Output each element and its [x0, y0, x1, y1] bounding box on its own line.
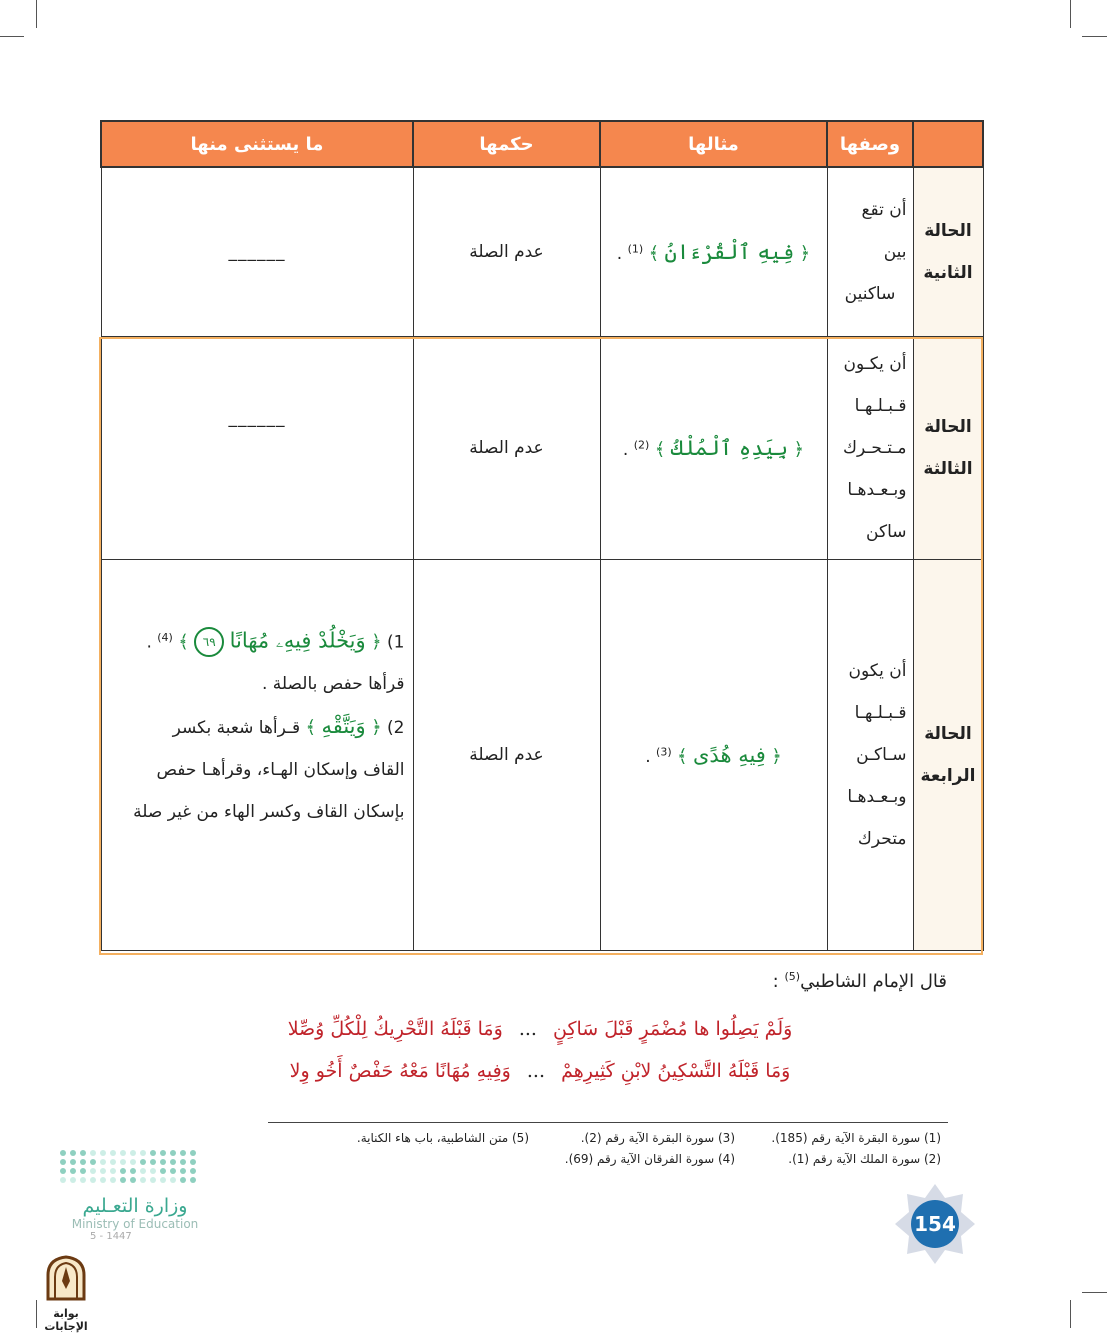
bracket-open-icon: ﴿	[793, 439, 805, 460]
case-cell	[913, 167, 983, 337]
description-line: مـتـحـرك	[842, 438, 907, 458]
description-line: متحرك	[857, 829, 907, 849]
poem-line	[260, 1008, 820, 1050]
exception-cell: ______	[101, 167, 413, 337]
poem-hemistich: وَمَا قَبْلَهُ التَّحْرِيكُ لِلْكُلِّ وُصِّلا	[287, 1018, 503, 1040]
portal-name: بوابة الإجابات	[44, 1307, 88, 1333]
exception-verse: وَيَتَّقْهِ	[321, 714, 366, 739]
footnote: (4) سورة الفرقان الآية رقم (69).	[564, 1152, 735, 1166]
case-number: الرابعة	[920, 766, 976, 786]
poem-intro-colon: :	[772, 971, 779, 992]
header-description: وصفها	[827, 121, 913, 167]
poem-hemistich: وَمَا قَبْلَهُ التَّسْكِينُ لابْنِ كَثِيرِهِمْ	[561, 1060, 791, 1082]
page-number: 154	[914, 1212, 956, 1236]
poem	[260, 1008, 820, 1092]
exception-note: قرأها حفص بالصلة .	[262, 674, 405, 695]
item-number: 2)	[387, 718, 405, 739]
poem-line	[260, 1050, 820, 1092]
footnote: (5) متن الشاطبية، باب هاء الكناية.	[356, 1131, 529, 1145]
ministry-name-ar: وزارة التعـليم	[82, 1195, 188, 1217]
footnote-ref: (1)	[627, 242, 644, 256]
footnotes-col-1	[771, 1128, 941, 1170]
footnote-divider	[268, 1122, 948, 1123]
ruling-cell: عدم الصلة	[413, 167, 600, 337]
ayah-number: ٦٩	[202, 635, 216, 650]
description-line: أن يكون	[848, 661, 907, 681]
crop-mark	[1070, 0, 1071, 28]
footnote: (2) سورة الملك الآية رقم (1).	[788, 1152, 941, 1166]
table-header-row	[101, 121, 983, 167]
crop-mark	[0, 36, 24, 37]
poem-intro-text: قال الإمام الشاطبي	[800, 971, 947, 992]
footnote-ref: (4)	[157, 630, 173, 644]
year-label: 5 - 1447	[90, 1231, 132, 1242]
poem-intro	[773, 970, 947, 992]
example-cell: ﴿ فِيهِ هُدًى ﴾ $^{(3)}$ .	[600, 560, 827, 951]
footnotes-col-2	[565, 1128, 735, 1170]
description-line: ساكن	[866, 522, 907, 542]
ministry-dots-icon	[60, 1150, 210, 1183]
description-line: أن يكـون	[843, 354, 907, 374]
footnote-ref: (2)	[633, 438, 650, 452]
footnotes-col-3	[357, 1128, 529, 1149]
description-line: أن تقع بين	[861, 200, 907, 262]
crop-mark	[36, 0, 37, 28]
poem-hemistich: وَفِيهِ مُهَانًا مَعْهُ حَفْصٌ أَخُو وِلا	[289, 1060, 511, 1082]
bracket-open-icon: ﴿	[771, 746, 782, 767]
exception-text-line: القاف وإسكان الهـاء، وقرأهـا حفص	[156, 760, 405, 781]
case-label: الحالة	[924, 724, 972, 744]
exception-item-1: 1) ﴿ وَيَخْلُدْ فِيهِۦ مُهَانًا ٦٩ ﴾ $^{(4)}$ .	[110, 617, 405, 664]
crop-mark	[1070, 1300, 1071, 1328]
description-line: قـبـلـهـا	[854, 703, 907, 723]
example-verse: بِيَدِهِ ٱلْمُلْكُ	[670, 436, 789, 460]
header-case	[913, 121, 983, 167]
footnote-ref: (3)	[656, 745, 672, 759]
exception-text: قـرأها شعبة بكسر	[172, 718, 301, 739]
row-outline	[99, 337, 983, 955]
portal-arch-icon	[44, 1255, 88, 1301]
ruling-cell: عدم الصلة	[413, 337, 600, 560]
example-cell: ﴿ فِيهِ ٱلْقُرْءَانُ ﴾ $^{(1)}$ .	[600, 167, 827, 337]
footnote: (3) سورة البقرة الآية رقم (2).	[580, 1131, 735, 1145]
bracket-close-icon: ﴾	[654, 439, 666, 460]
crop-mark	[1082, 36, 1107, 37]
exception-verse: وَيَخْلُدْ فِيهِۦ مُهَانًا	[229, 628, 366, 653]
poem-separator: ...	[526, 1060, 546, 1082]
crop-mark	[1082, 1292, 1107, 1293]
header-ruling: حكمها	[413, 121, 600, 167]
bracket-close-icon: ﴾	[677, 746, 688, 767]
description-line: قـبـلـهـا	[854, 396, 907, 416]
header-example: مثالها	[600, 121, 827, 167]
footnote: (1) سورة البقرة الآية رقم (185).	[771, 1131, 941, 1145]
example-verse: فِيهِ هُدًى	[692, 743, 766, 767]
exception-text-line: بإسكان القاف وكسر الهاء من غير صلة	[133, 802, 405, 823]
case-number: الثانية	[923, 263, 973, 283]
example-cell: ﴿ بِيَدِهِ ٱلْمُلْكُ ﴾ $^{(2)}$ .	[600, 337, 827, 560]
poem-hemistich: وَلَمْ يَصِلُوا ها مُضْمَرٍ قَبْلَ سَاكِنٍ	[552, 1018, 793, 1040]
bracket-close-icon: ﴾	[178, 631, 189, 653]
case-label: الحالة	[924, 417, 972, 437]
bracket-open-icon: ﴿	[371, 717, 382, 739]
ruling-cell: عدم الصلة	[413, 560, 600, 951]
ministry-name-en: Ministry of Education	[71, 1217, 199, 1231]
footnote-ref: (5)	[784, 970, 801, 983]
page-number-badge	[893, 1182, 977, 1266]
description-line: سـاكـن	[856, 745, 907, 765]
ministry-logo	[60, 1150, 210, 1242]
bracket-open-icon: ﴿	[371, 631, 382, 653]
bracket-close-icon: ﴾	[648, 243, 660, 264]
example-verse: فِيهِ ٱلْقُرْءَانُ	[664, 240, 795, 264]
description-line: وبـعـدهـا	[847, 480, 907, 500]
answers-portal-logo	[30, 1255, 102, 1333]
description-line: ساكنين	[844, 284, 896, 304]
exception-dash: ______	[228, 408, 286, 428]
table-row	[101, 167, 983, 337]
description-line: وبـعـدهـا	[847, 787, 907, 807]
bracket-open-icon: ﴿	[799, 243, 811, 264]
description-cell	[827, 167, 913, 337]
case-number: الثالثة	[923, 459, 973, 479]
poem-separator: ...	[518, 1018, 537, 1040]
header-exception: ما يستثنى منها	[101, 121, 413, 167]
bracket-close-icon: ﴾	[305, 717, 317, 739]
item-number: 1)	[387, 632, 405, 653]
case-label: الحالة	[924, 221, 972, 241]
